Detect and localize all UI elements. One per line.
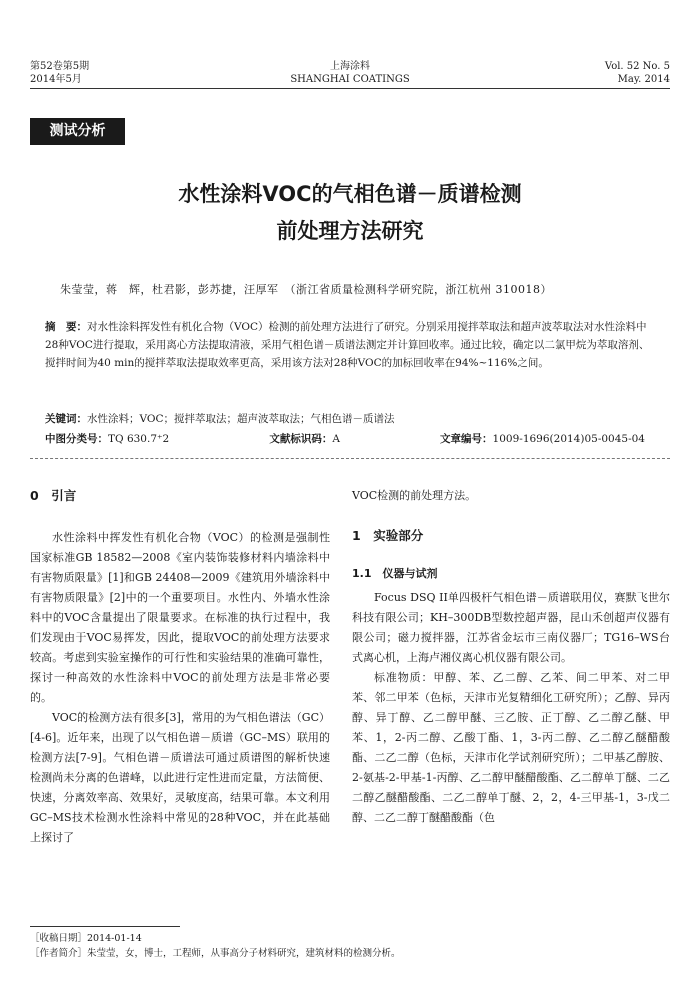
issue-date-cn: 2014年5月 — [30, 74, 82, 85]
intro-paragraph-cont: VOC检测的前处理方法。 — [352, 489, 477, 502]
abstract-label: 摘 要： — [45, 321, 87, 333]
received-date: ［收稿日期］2014-01-14 — [30, 933, 142, 944]
instruments-paragraph: Focus DSQ II单四极杆气相色谱－质谱联用仪，赛默飞世尔科技有限公司；KH–300DB型数控超声器，昆山禾创超声仪器有限公司；磁力搅拌器，江苏省金坛市三南仪器厂；TG16–WS台式离心机，上海卢湘仪离心机仪器有限公司。 — [352, 591, 670, 664]
title-line1: 水性涂料VOC的气相色谱－质谱检测 — [178, 182, 522, 206]
section-badge: 测试分析 — [30, 118, 125, 145]
reagents-paragraph: 标准物质：甲醇、苯、乙二醇、乙苯、间二甲苯、对二甲苯、邻二甲苯（色标，天津市光复精细化工研究所）；乙醇、异丙醇、异丁醇、乙二醇甲醚、三乙胺、正丁醇、乙二醇乙醚、甲苯、1，2-丙二醇、乙酸丁酯、1，3-丙二醇、乙二醇乙醚醋酸酯、二乙二醇（色标，天津市化学试剂研究所）；二甲基乙醇胺、2-氨基-2-甲基-1-丙醇、乙二醇甲醚醋酸酯、乙二醇单丁醚、二乙二醇乙醚醋酸酯、二乙二醇单丁醚、2，2，4-三甲基-1，3-戊二醇、二乙二醇丁醚醋酸酯（色 — [352, 671, 670, 824]
issue-date-en: May. 2014 — [617, 74, 670, 85]
subsection-heading-instruments: 1.1 仪器与试剂 — [352, 567, 438, 580]
abstract-text: 对水性涂料挥发性有机化合物（VOC）检测的前处理方法进行了研究。分别采用搅拌萃取法和超声波萃取法对水性涂料中28种VOC进行提取，采用离心方法提取清液，采用气相色谱－质谱法测定并计算回收率。通过比较，确定以二氯甲烷为萃取溶剂、搅拌时间为40 min的搅拌萃取法提取效率更高，采用该方法对28种VOC的加标回收率在94%~116%之间。 — [45, 321, 650, 369]
clc-number: 中图分类号：TQ 630.7⁺2 — [45, 433, 170, 445]
author-bio: ［作者简介］朱莹莹，女，博士，工程师，从事高分子材料研究，建筑材料的检测分析。 — [30, 948, 401, 959]
document-code: 文献标识码：A — [269, 433, 340, 445]
issue-volume-cn: 第52卷第5期 — [30, 61, 90, 72]
keywords — [45, 410, 655, 428]
journal-name — [0, 60, 700, 86]
footnote-rule — [30, 926, 180, 927]
article-number: 文章编号：1009-1696(2014)05-0045-04 — [440, 433, 645, 445]
right-column — [352, 486, 670, 828]
title-line2: 前处理方法研究 — [276, 219, 424, 243]
issue-volume-en: Vol. 52 No. 5 — [604, 61, 670, 72]
journal-name-en: SHANGHAI COATINGS — [290, 74, 410, 85]
classification-row — [45, 430, 645, 448]
footnote — [30, 931, 670, 961]
journal-issue-en — [605, 60, 670, 86]
header-rule — [30, 88, 670, 89]
section-heading-intro: 0 引言 — [30, 488, 77, 503]
keywords-label: 关键词： — [45, 413, 87, 425]
keywords-text: 水性涂料；VOC；搅拌萃取法；超声波萃取法；气相色谱－质谱法 — [87, 413, 395, 425]
section-heading-experiment: 1 实验部分 — [352, 528, 424, 543]
abstract-divider — [30, 458, 670, 459]
intro-paragraph-1: 水性涂料中挥发性有机化合物（VOC）的检测是强制性国家标准GB 18582—2008《室内装饰装修材料内墙涂料中有害物质限量》[1]和GB 24408—2009《建筑用外墙涂料中有害物质限量》[2]中的一个重要项目。水性内、外墙水性涂料中的VOC含量提出了限量要求。在标准的执行过程中，我们发现由于VOC易挥发，因此，提取VOC的前处理方法要求较高。考虑到实验室操作的可行性和实验结果的准确可靠性，探讨一种高效的水性涂料中VOC的前处理方法是非常必要的。 — [30, 531, 330, 704]
authors-affiliation: 朱莹莹，蒋 辉，杜君影，彭苏捷，汪厚军 （浙江省质量检测科学研究院，浙江杭州 310018） — [60, 283, 552, 296]
left-column — [30, 486, 330, 848]
abstract — [45, 318, 655, 372]
intro-paragraph-2: VOC的检测方法有很多[3]，常用的为气相色谱法（GC）[4-6]。近年来，出现了以气相色谱－质谱（GC–MS）联用的检测方法[7-9]。气相色谱－质谱法可通过质谱图的解析快速检测尚未分离的色谱峰，以此进行定性进而定量，方法简便、快速，分离效率高、效果好，灵敏度高，结果可靠。本文利用GC–MS技术检测水性涂料中常见的28种VOC，并在此基础上探讨了 — [30, 711, 330, 844]
journal-name-cn: 上海涂料 — [330, 61, 370, 72]
